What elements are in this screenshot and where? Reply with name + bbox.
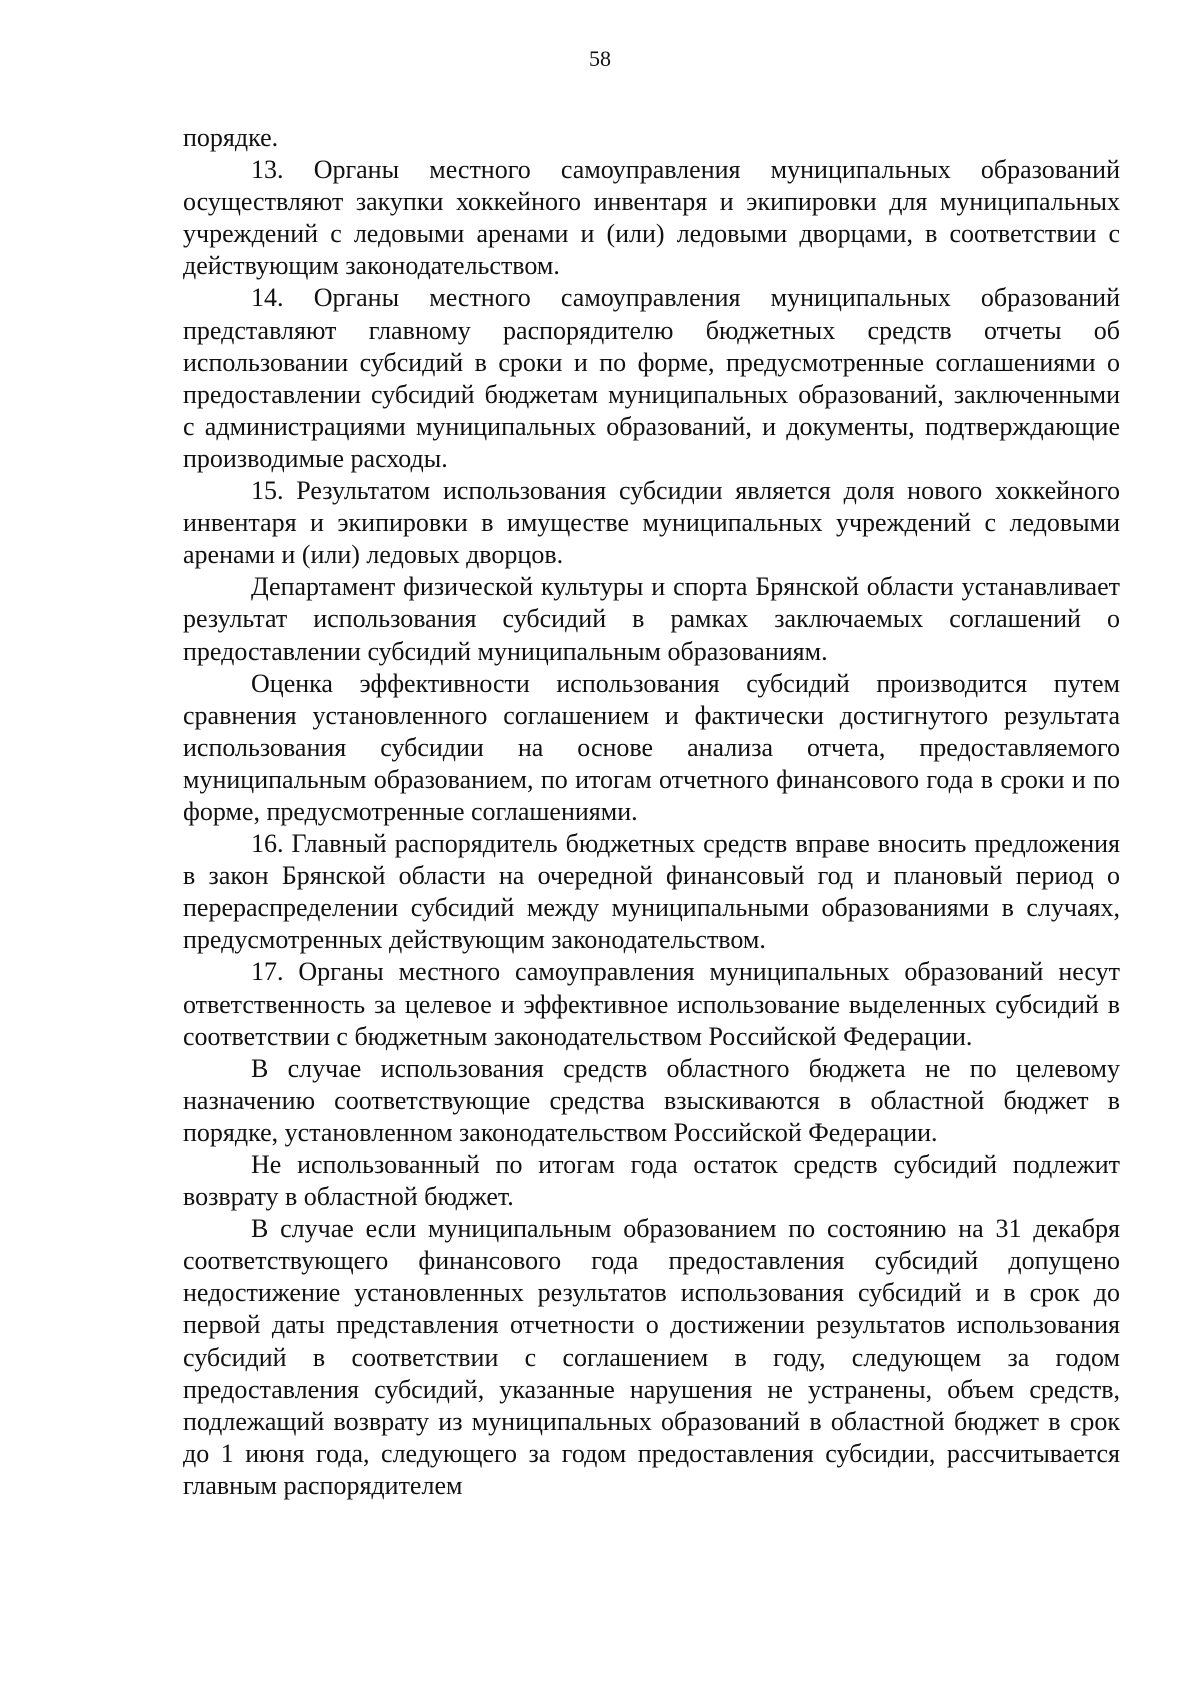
paragraph-department-result: Департамент физической культуры и спорта Брянской области устанавливает результат использования субсидий в рамках заключаемых соглашений о предоставлении субсидий муниципальным образованиям.	[183, 572, 1120, 666]
paragraph-item-13: 13. Органы местного самоуправления муниципальных образований осуществляют закупки хоккейного инвентаря и экипировки для муниципальных учреждений с ледовыми аренами и (или) ледовыми дворцами, в соответствии с действующим законодательством.	[183, 155, 1120, 281]
paragraph-item-17: 17. Органы местного самоуправления муниципальных образований несут ответственность за целевое и эффективное использование выделенных субсидий в соответствии с бюджетным законодательством Российской Федерации.	[183, 957, 1120, 1051]
paragraph-results-not-achieved: В случае если муниципальным образованием по состоянию на 31 декабря соответствующего финансового года предоставления субсидий допущено недостижение установленных результатов использования субсидий и в срок до первой даты представления отчетности о достижении результатов использования субсидий в соответствии с соглашением в году, следующем за годом предоставления субсидий, указанные нарушения не устранены, объем средств, подлежащий возврату из муниципальных образований в областной бюджет в срок до 1 июня года, следующего за годом предоставления субсидии, рассчитывается главным распорядителем	[183, 1214, 1120, 1500]
paragraph-continuation: порядке.	[183, 123, 279, 152]
paragraph-misuse-recovery: В случае использования средств областного бюджета не по целевому назначению соответствующие средства взыскиваются в областной бюджет в порядке, установленном законодательством Российской Федерации.	[183, 1053, 1120, 1147]
paragraph-unused-balance: Не использованный по итогам года остаток средств субсидий подлежит возврату в областной бюджет.	[183, 1150, 1120, 1212]
paragraph-item-16: 16. Главный распорядитель бюджетных средств вправе вносить предложения в закон Брянской области на очередной финансовый год и плановый период о перераспределении субсидий между муниципальными образованиями в случаях, предусмотренных действующим законодательством.	[183, 829, 1120, 955]
paragraph-efficiency-assessment: Оценка эффективности использования субсидий производится путем сравнения установленного соглашением и фактически достигнутого результата использования субсидии на основе анализа отчета, предоставляемого муниципальным образованием, по итогам отчетного финансового года в сроки и по форме, предусмотренные соглашениями.	[183, 668, 1120, 826]
document-body	[183, 122, 1120, 1502]
page-number: 58	[589, 46, 611, 71]
paragraph-item-15: 15. Результатом использования субсидии является доля нового хоккейного инвентаря и экипировки в имуществе муниципальных учреждений с ледовыми аренами и (или) ледовых дворцов.	[183, 476, 1120, 570]
paragraph-item-14: 14. Органы местного самоуправления муниципальных образований представляют главному распорядителю бюджетных средств отчеты об использовании субсидий в сроки и по форме, предусмотренные соглашениями о предоставлении субсидий бюджетам муниципальных образований, заключенными с администрациями муниципальных образований, и документы, подтверждающие производимые расходы.	[183, 283, 1120, 473]
